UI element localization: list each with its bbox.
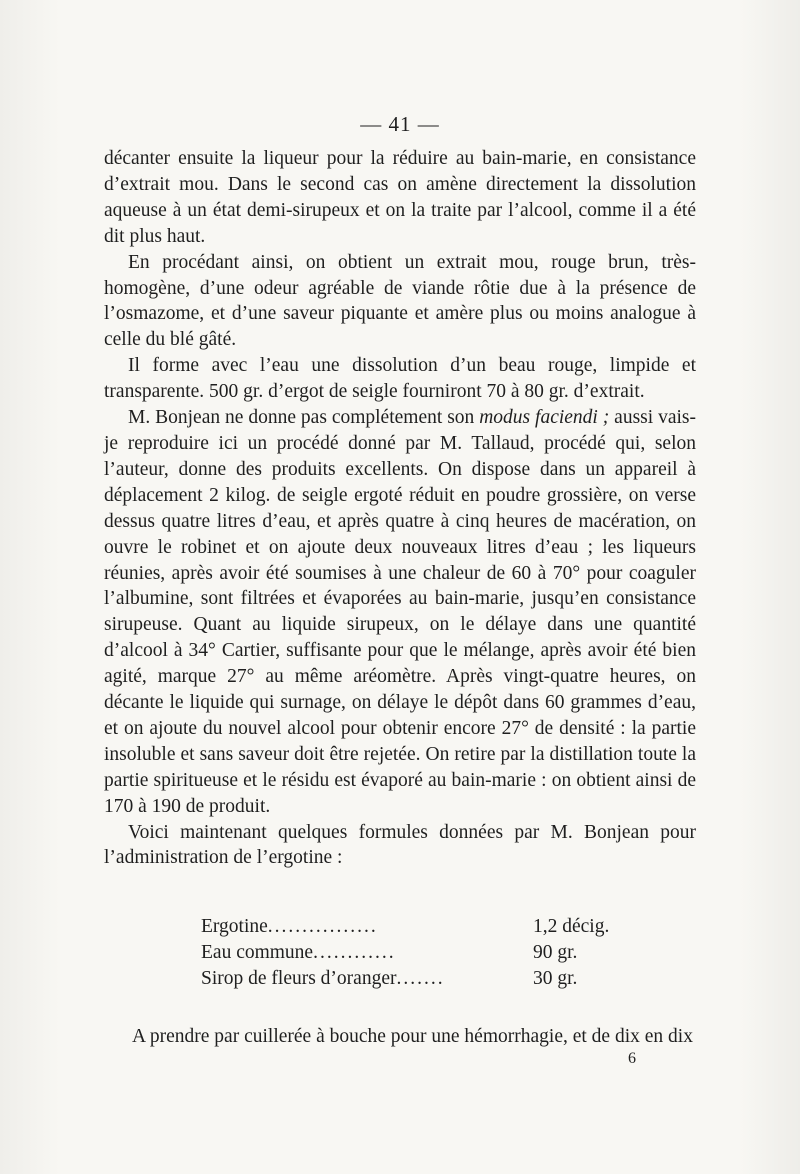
paragraph-1: décanter ensuite la liqueur pour la réduire au bain-marie, en consistance d’extrait mou. Dans le second cas on amène directement la dissolution aqueuse à un état demi-sirupeux et on la traite par l’alcool, comme il a été dit plus haut. [104, 148, 696, 247]
page-number: — 41 — [360, 112, 440, 136]
paragraph-5: Voici maintenant quelques formules données par M. Bonjean pour l’administration de l’ergotine : [104, 821, 696, 869]
paragraph-3: Il forme avec l’eau une dissolution d’un beau rouge, limpide et transparente. 500 gr. d’ergot de seigle fourniront 70 à 80 gr. d’extrait. [104, 355, 696, 403]
dot-leader: ....... [396, 968, 445, 989]
ingredient-quantity: 30 gr. [533, 968, 578, 989]
dot-leader: ................ [267, 916, 378, 937]
latin-phrase: modus faciendi ; [479, 407, 610, 429]
formula-row [201, 914, 621, 940]
ingredient-name: Eau commune [201, 942, 314, 963]
paragraph-4-rest: aussi vais-je reproduire ici un procédé donné par M. Tallaud, procédé qui, selon l’auteur, donne des produits excellents. On dispose dans un appareil à déplacement 2 kilog. de seigle ergoté réduit en poudre grossière, on verse dessus quatre litres d’eau, et après quatre à cinq heures de macération, on ouvre le robinet et on ajoute deux nouveaux litres d’eau ; les liqueurs réunies, après avoir été soumises à une chaleur de 60 à 70° pour coaguler l’albumine, sont filtrées et évaporées au bain-marie, jusqu’en consistance sirupeuse. Quant au liquide sirupeux, on le délaye dans une quantité d’alcool à 34° Cartier, suffisante pour que le mélange, après avoir été bien agité, marque 27° au même aréomètre. Après vingt-quatre heures, on décante le liquide qui surnage, on délaye le dépôt dans 60 grammes d’eau, et on ajoute du nouvel alcool pour obtenir encore 27° de densité : la partie insoluble et sans saveur doit être rejetée. On retire par la distillation toute la partie spiritueuse et le résidu est évaporé au bain-marie : on obtient ainsi de 170 à 190 de produit. [104, 407, 696, 817]
ingredient-quantity: 1,2 décig. [533, 916, 610, 937]
body-text [104, 146, 696, 871]
paragraph-4-start: M. Bonjean ne donne pas complétement son [128, 407, 480, 429]
ingredient-name: Sirop de fleurs d’oranger [201, 968, 397, 989]
formula-row [201, 966, 621, 992]
dot-leader: ............ [313, 942, 396, 963]
ingredient-quantity: 90 gr. [533, 942, 578, 963]
formula-row [201, 940, 621, 966]
formula-table [201, 914, 621, 992]
ingredient-name: Ergotine [201, 916, 268, 937]
closing-line: A prendre par cuillerée à bouche pour une hémorrhagie, et de dix en dix [132, 1026, 693, 1047]
paragraph-4 [104, 405, 696, 820]
signature-mark: 6 [628, 1050, 636, 1067]
paragraph-2: En procédant ainsi, on obtient un extrait mou, rouge brun, très-homogène, d’une odeur agréable de viande rôtie due à la présence de l’osmazome, et d’une saveur piquante et amère plus ou moins analogue à celle du blé gâté. [104, 251, 696, 351]
